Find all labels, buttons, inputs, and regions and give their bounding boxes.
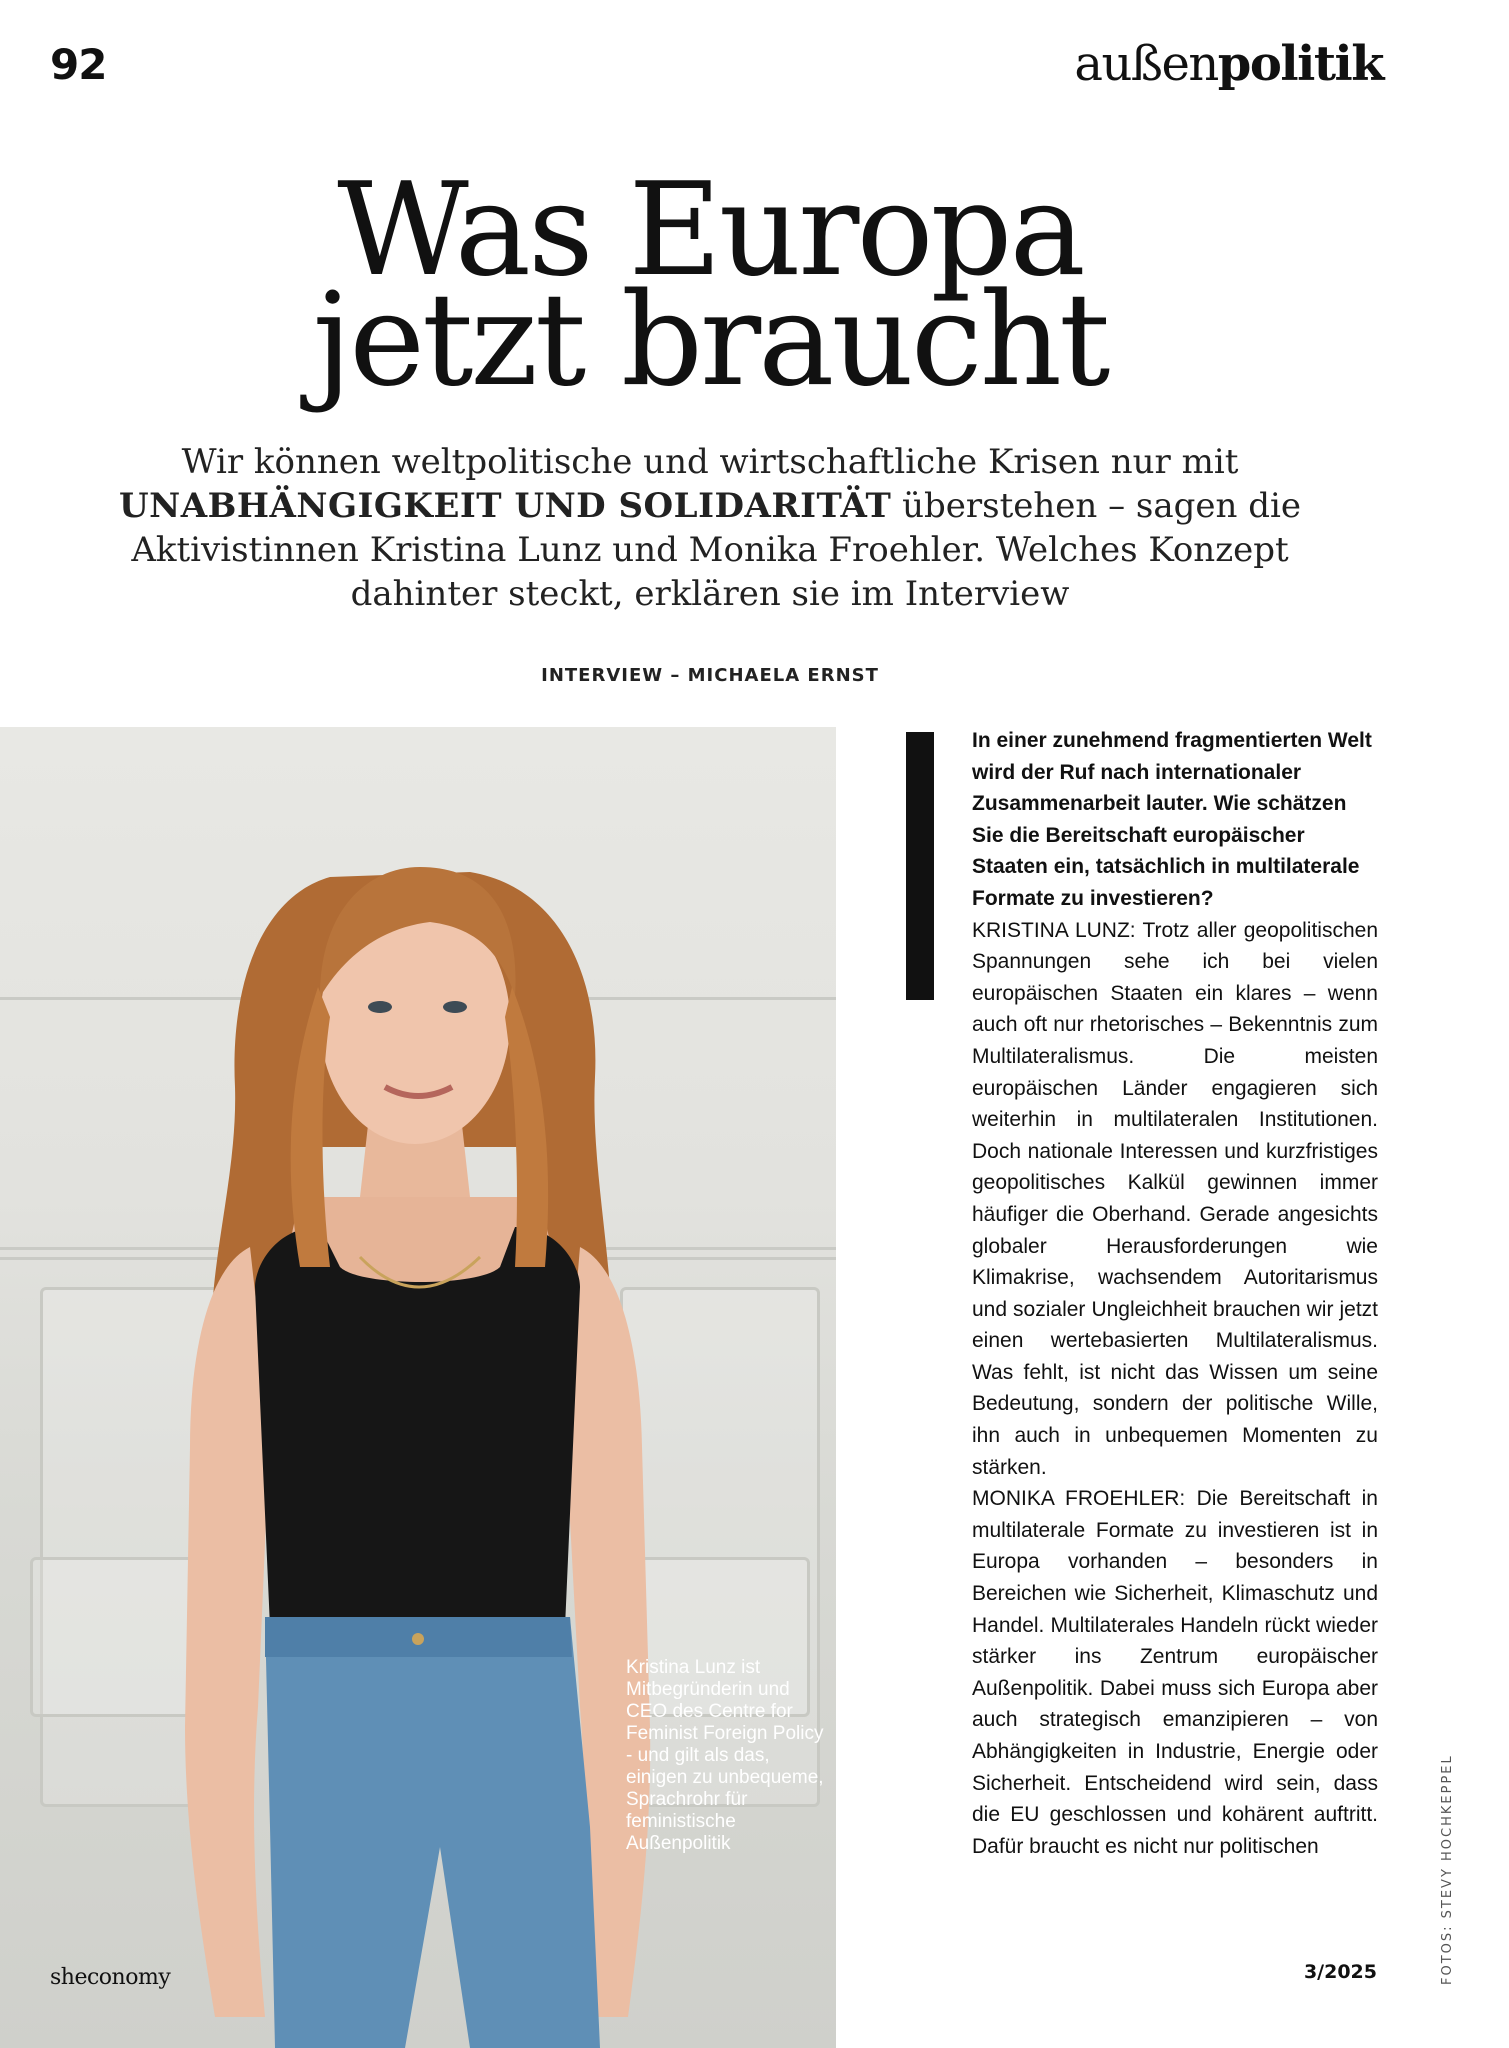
brand-footer: sheconomy xyxy=(50,1965,171,1990)
section-label-bold: politik xyxy=(1217,36,1383,92)
headline-line-2: jetzt braucht xyxy=(312,266,1108,415)
deck xyxy=(80,440,1340,616)
deck-part-2: überstehen – sagen die Aktivistinnen Kristina Lunz und Monika Froehler. Welches Konzept dahinter steckt, erklären sie im Interview xyxy=(131,486,1301,614)
headline-line-1: Was Europa xyxy=(337,156,1083,305)
page-number: 92 xyxy=(50,40,107,89)
headline xyxy=(160,156,1260,415)
answer-text: Trotz aller geopolitischen Spannungen sehe ich bei vielen europäischen Staaten ein klares – wenn auch oft nur rhetorisches – Bekenntnis zum Multilateralismus. Die meisten europäischen Länder engagieren sich weiterhin in multilateralen Institutionen. Doch nationale Interessen und kurzfristiges geopolitisches Kalkül gewinnen immer häufiger die Oberhand. Gerade angesichts globaler Herausforderungen wie Klimakrise, wachsendem Autoritarismus und sozialer Ungleichheit brauchen wir jetzt einen wertebasierten Multilateralismus. Was fehlt, ist nicht das Wissen um seine Bedeutung, sondern der politische Wille, ihn auch in unbequemen Momenten zu stärken. xyxy=(972,918,1378,1479)
deck-emphasis: UNABHÄNGIGKEIT UND SOLIDARITÄT xyxy=(119,486,892,526)
article-body xyxy=(972,725,1378,1862)
section-label-light: außen xyxy=(1074,36,1218,92)
speaker-label: KRISTINA LUNZ: xyxy=(972,918,1136,942)
answer-text: Die Bereitschaft in multilaterale Formate zu investieren ist in Europa vorhanden – besonders in Bereichen wie Sicherheit, Klimaschutz und Handel. Multilaterales Handeln rückt wieder stärker ins Zentrum europäischer Außenpolitik. Dabei muss sich Europa aber auch strategisch emanzipieren – von Abhängigkeiten in Industrie, Energie oder Sicherheit. Entscheidend wird sein, dass die EU geschlossen und kohärent auftritt. Dafür braucht es nicht nur politischen xyxy=(972,1487,1378,1858)
drop-initial-bar xyxy=(906,732,934,1000)
byline: INTERVIEW – MICHAELA ERNST xyxy=(541,665,879,686)
section-label xyxy=(1074,36,1383,92)
answer-monika-froehler xyxy=(972,1483,1378,1862)
interview-question: In einer zunehmend fragmentierten Welt wird der Ruf nach internationaler Zusammenarbeit lauter. Wie schätzen Sie die Bereitschaft europäischer Staaten ein, tatsächlich in multilaterale Formate zu investieren? xyxy=(972,729,1372,910)
answer-kristina-lunz xyxy=(972,915,1378,1484)
deck-part-1: Wir können weltpolitische und wirtschaftliche Krisen nur mit xyxy=(181,442,1239,482)
photo-caption: Kristina Lunz ist Mitbegründerin und CEO des Centre for Feminist Foreign Policy - und gilt als das, einigen zu unbequeme, Sprachrohr für feministische Außenpolitik xyxy=(626,1657,824,1854)
photo-credit: FOTOS: STEVY HOCHKEPPEL xyxy=(1440,1754,1455,1985)
speaker-label: MONIKA FROEHLER: xyxy=(972,1487,1186,1511)
issue-number: 3/2025 xyxy=(1303,1961,1377,1983)
